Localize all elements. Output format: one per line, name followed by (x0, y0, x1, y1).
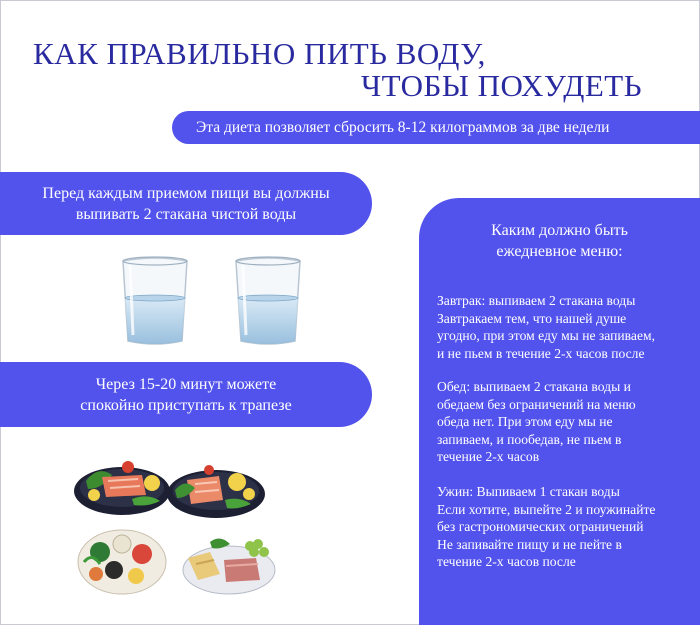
dinner-line: Не запивайте пищу и не пейте в (437, 536, 622, 552)
daily-menu-panel (419, 198, 700, 625)
lunch-line: обеда нет. При этом еду мы не (437, 414, 613, 430)
lunch-text (437, 378, 699, 466)
fish-plate-icon (72, 455, 172, 517)
water-glass-icon (120, 255, 190, 347)
lunch-line: запиваем, и пообедав, не пьем в (437, 431, 622, 447)
lunch-line: течение 2-х часов (437, 449, 540, 465)
step1-banner (0, 172, 372, 235)
lunch-line: обедаем без ограничений на меню (437, 396, 636, 412)
menu-title (419, 220, 700, 262)
dinner-line: Если хотите, выпейте 2 и поужинайте (437, 501, 656, 517)
dinner-line: течение 2-х часов после (437, 554, 576, 570)
salmon-plate-icon (165, 460, 267, 520)
menu-title-line1: Каким должно быть (491, 222, 628, 239)
lunch-line: Обед: выпиваем 2 стакана воды и (437, 379, 631, 394)
step2-banner (0, 362, 372, 427)
step2-line2: спокойно приступать к трапезе (80, 396, 292, 414)
page-title-line2: ЧТОБЫ ПОХУДЕТЬ (361, 68, 643, 103)
step1-line1: Перед каждым приемом пищи вы должны (42, 184, 330, 202)
dinner-line: Ужин: Выпиваем 1 стакан воды (437, 484, 620, 499)
breakfast-line: и не пьем в течение 2-х часов после (437, 345, 645, 361)
breakfast-line: угодно, при этом еду мы не запиваем, (437, 328, 655, 344)
meat-plate-icon (180, 530, 278, 598)
water-glass-icon (233, 255, 303, 347)
subtitle-banner: Эта диета позволяет сбросить 8-12 килограммов за две недели (172, 111, 700, 144)
appetizer-plate-icon (76, 522, 168, 596)
dinner-line: без гастрономических ограничений (437, 519, 644, 535)
breakfast-line: Завтракаем тем, что нашей душе (437, 310, 627, 326)
breakfast-text (437, 292, 699, 362)
page-title-line1: КАК ПРАВИЛЬНО ПИТЬ ВОДУ, (33, 36, 486, 71)
breakfast-line: Завтрак: выпиваем 2 стакана воды (437, 293, 636, 308)
menu-title-line2: ежедневное меню: (496, 243, 623, 260)
step1-line2: выпивать 2 стакана чистой воды (75, 205, 297, 223)
dinner-text (437, 483, 699, 571)
step2-line1: Через 15-20 минут можете (95, 375, 277, 393)
